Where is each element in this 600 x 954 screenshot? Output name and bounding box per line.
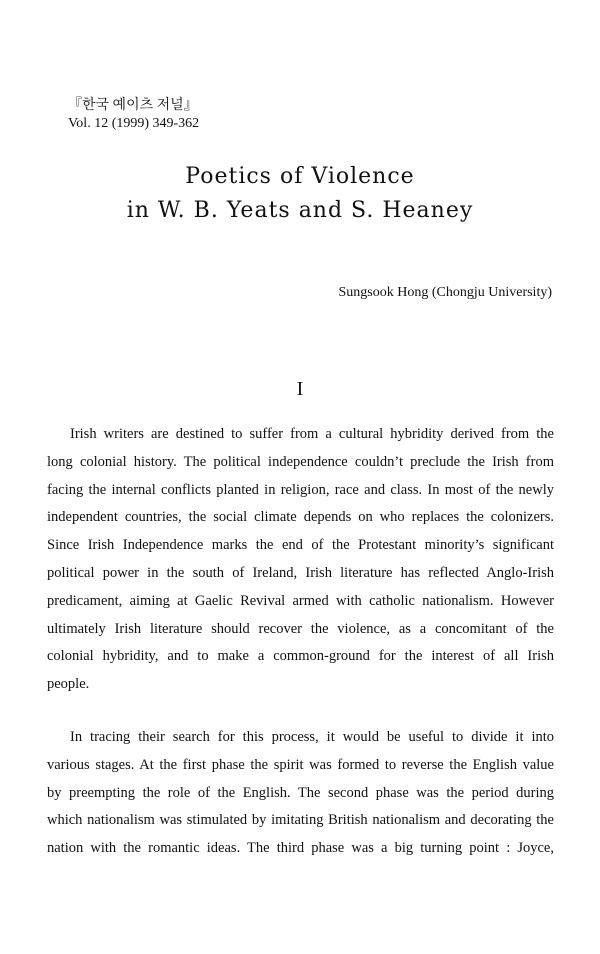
author-affiliation: Sungsook Hong (Chongju University) (338, 285, 552, 300)
paragraph-line: nation with the romantic ideas. The third phase was a big turning point : Joyce, (47, 840, 554, 857)
paragraph-line: In tracing their search for this process, it would be useful to divide it into (70, 729, 554, 745)
body-paragraph-1 (47, 421, 554, 699)
paper-title-line-2: in W. B. Yeats and S. Heaney (126, 198, 474, 223)
journal-volume-info: Vol. 12 (1999) 349-362 (68, 116, 200, 131)
paragraph-line: long colonial history. The political independence couldn’t preclude the Irish from (47, 453, 554, 470)
paper-title-line-1: Poetics of Violence (185, 164, 415, 189)
paragraph-line: predicament, aiming at Gaelic Revival armed with catholic nationalism. However (47, 592, 554, 609)
paragraph-line: people. (47, 676, 90, 693)
paragraph-line: ultimately Irish literature should recover the violence, as a concomitant of the (47, 620, 554, 637)
paragraph-line: independent countries, the social climate depends on who replaces the colonizers. (47, 509, 554, 526)
paragraph-line: colonial hybridity, and to make a common-ground for the interest of all Irish (47, 648, 554, 665)
section-heading: I (296, 378, 304, 400)
paragraph-line: Irish writers are destined to suffer from a cultural hybridity derived from the (70, 426, 554, 442)
paragraph-line: facing the internal conflicts planted in religion, race and class. In most of the newly (47, 481, 554, 498)
paragraph-line: Since Irish Independence marks the end of the Protestant minority’s significant (47, 537, 554, 554)
paragraph-line: by preempting the role of the English. The second phase was the period during (47, 784, 554, 801)
journal-name: 『한국 예이츠 저널』 (68, 98, 198, 113)
paragraph-line: which nationalism was stimulated by imitating British nationalism and decorating the (47, 812, 554, 829)
paragraph-line: various stages. At the first phase the spirit was formed to reverse the English value (47, 756, 554, 773)
paragraph-line: political power in the south of Ireland, Irish literature has reflected Anglo-Irish (47, 564, 554, 581)
body-paragraph-2 (47, 724, 554, 863)
